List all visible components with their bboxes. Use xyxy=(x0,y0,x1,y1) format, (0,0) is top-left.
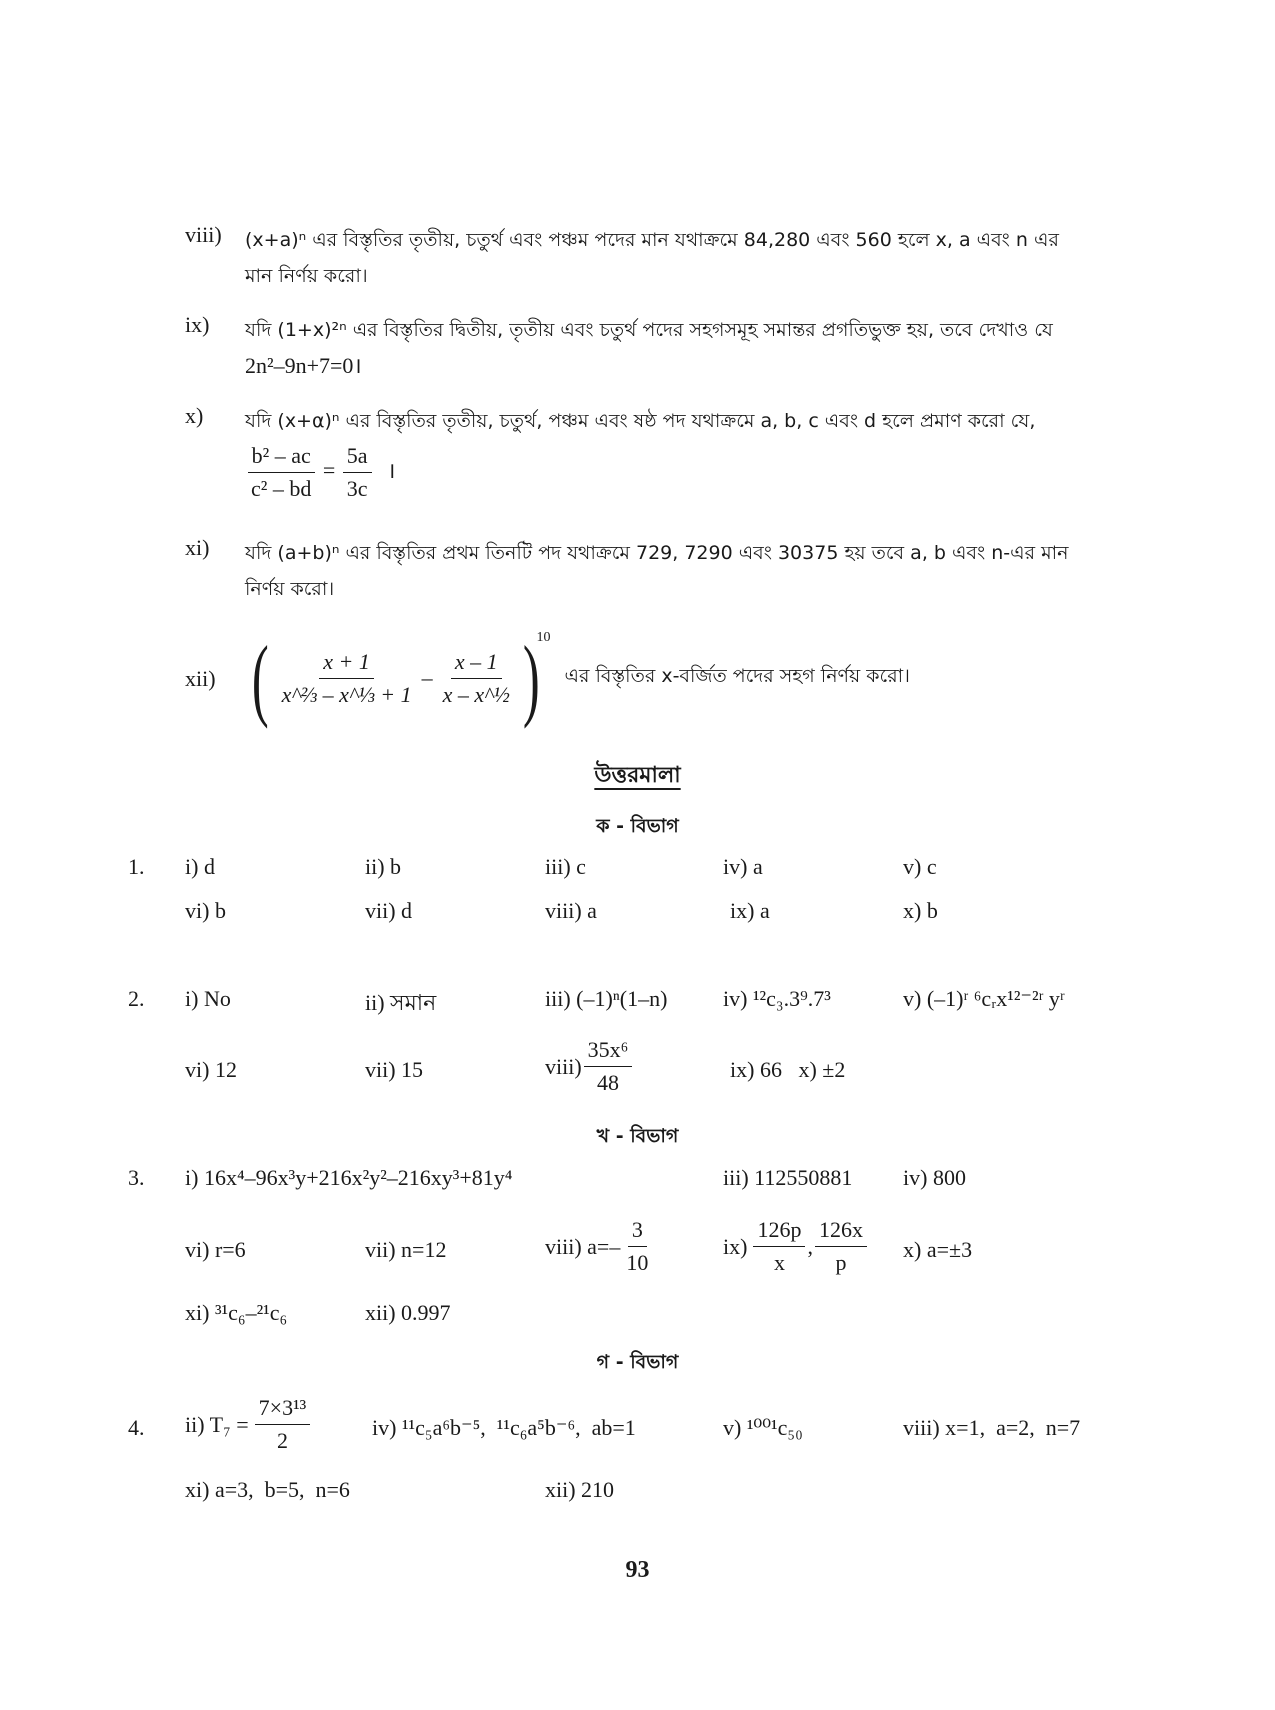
answer-item: v) ¹⁰⁰¹c₅₀ xyxy=(723,1415,803,1440)
answer-item: vii) d xyxy=(365,898,413,923)
answer-item xyxy=(185,1394,312,1455)
answer-item: xi) a=3, b=5, n=6 xyxy=(185,1477,350,1502)
denominator: 48 xyxy=(597,1070,619,1095)
question-number: x) xyxy=(185,403,204,428)
question-line: যদি (a+b)ⁿ এর বিস্তৃতির প্রথম তিনটি পদ যথাক্রমে 729, 7290 এবং 30375 হয় তবে a, b এবং n-এর মান xyxy=(245,542,1069,564)
answer-item: vi) r=6 xyxy=(185,1237,246,1262)
answer-item xyxy=(723,1216,869,1277)
page-number: 93 xyxy=(625,1557,650,1583)
answer-number: 4. xyxy=(128,1415,145,1440)
answer-label: viii) xyxy=(545,1053,582,1079)
answer-item: xii) 210 xyxy=(545,1477,615,1502)
answer-item xyxy=(545,1036,634,1097)
answer-item: iii) c xyxy=(545,854,586,879)
question-line: এর বিস্তৃতির x-বর্জিত পদের সহগ নির্ণয় করো। xyxy=(564,665,910,687)
numerator: b² – ac xyxy=(248,442,315,473)
answer-item: i) d xyxy=(185,854,215,879)
answer-item: ix) 66 x) ±2 xyxy=(730,1057,846,1082)
question-ix xyxy=(245,312,1125,384)
section-heading: ক - বিভাগ xyxy=(596,815,679,837)
answer-item: ix) a xyxy=(730,898,770,923)
question-line: যদি (1+x)²ⁿ এর বিস্তৃতির দ্বিতীয়, তৃতীয় এবং চতুর্থ পদের সহগসমূহ সমান্তর প্রগতিভুক্ত হয়, তবে দেখাও যে xyxy=(245,319,1053,341)
denominator: x^⅔ – x^⅓ + 1 xyxy=(281,681,412,707)
question-line: যদি (x+α)ⁿ এর বিস্তৃতির তৃতীয়, চতুর্থ, পঞ্চম এবং ষষ্ঠ পদ যথাক্রমে a, b, c এবং d হলে প্রমাণ করো যে, xyxy=(245,410,1036,432)
question-viii xyxy=(245,222,1125,294)
denominator: p xyxy=(835,1250,847,1275)
end-mark: । xyxy=(387,457,396,483)
section-heading: খ - বিভাগ xyxy=(596,1125,679,1147)
answer-item: viii) x=1, a=2, n=7 xyxy=(903,1415,1081,1440)
answer-number: 3. xyxy=(128,1165,145,1190)
equation xyxy=(245,442,395,503)
denominator: 10 xyxy=(626,1250,649,1275)
answer-item xyxy=(545,1216,654,1277)
separator: , xyxy=(807,1233,813,1259)
exponent: 10 xyxy=(536,630,551,645)
equals-sign: = xyxy=(322,457,336,483)
right-paren: ) xyxy=(522,627,540,729)
question-x xyxy=(245,403,1125,439)
answer-label: ii) T₇ = xyxy=(185,1411,249,1437)
answer-item: vi) 12 xyxy=(185,1057,237,1082)
answer-item: vi) b xyxy=(185,898,226,923)
numerator: 126p xyxy=(753,1216,805,1247)
answer-item: xi) ³¹c₆–²¹c₆ xyxy=(185,1300,288,1325)
fraction xyxy=(278,648,416,709)
question-line: (x+a)ⁿ এর বিস্তৃতির তৃতীয়, চতুর্থ এবং পঞ্চম পদের মান যথাক্রমে 84,280 এবং 560 হলে x, a এবং n এর xyxy=(245,229,1059,251)
fraction xyxy=(753,1216,805,1277)
answer-item: iii) 112550881 xyxy=(723,1165,853,1190)
answer-item: ii) সমান xyxy=(365,990,437,1015)
answer-item: i) 16x⁴–96x³y+216x²y²–216xy³+81y⁴ xyxy=(185,1165,513,1190)
numerator: 3 xyxy=(628,1216,647,1247)
fraction xyxy=(247,442,315,503)
answer-item: iv) ¹¹c₅a⁶b⁻⁵, ¹¹c₆a⁵b⁻⁶, ab=1 xyxy=(372,1415,636,1440)
answer-title: উত্তরমালা xyxy=(594,763,681,788)
answer-item: v) c xyxy=(903,854,937,879)
denominator: x xyxy=(773,1250,785,1275)
numerator: 35x⁶ xyxy=(584,1036,633,1067)
left-paren: ( xyxy=(251,627,269,729)
answer-item: xii) 0.997 xyxy=(365,1300,451,1325)
answer-number: 1. xyxy=(128,854,145,879)
answer-label: ix) xyxy=(723,1233,748,1259)
section-heading: গ - বিভাগ xyxy=(596,1351,679,1373)
fraction xyxy=(255,1394,311,1455)
fraction xyxy=(439,648,514,709)
numerator: 126x xyxy=(815,1216,867,1247)
fraction xyxy=(622,1216,652,1277)
fraction xyxy=(584,1036,633,1097)
minus-sign: – xyxy=(421,665,433,690)
numerator: x – 1 xyxy=(451,648,502,679)
fraction xyxy=(815,1216,867,1277)
numerator: 7×3¹³ xyxy=(255,1394,311,1425)
denominator: c² – bd xyxy=(251,476,312,501)
answer-item: iii) (–1)ⁿ(1–n) xyxy=(545,986,668,1011)
question-number: xi) xyxy=(185,535,210,560)
answer-item: viii) a xyxy=(545,898,597,923)
question-line: নির্ণয় করো। xyxy=(245,578,335,600)
answer-label: viii) a=– xyxy=(545,1233,621,1259)
question-xi xyxy=(245,535,1125,607)
question-number: xii) xyxy=(185,666,216,691)
answer-item: v) (–1)ʳ ⁶cᵣx¹²⁻²ʳ yʳ xyxy=(903,986,1065,1011)
answer-item: ii) b xyxy=(365,854,402,879)
denominator: x – x^½ xyxy=(442,681,510,707)
answer-item: iv) a xyxy=(723,854,763,879)
answer-item: x) b xyxy=(903,898,938,923)
fraction xyxy=(343,442,372,503)
denominator: 2 xyxy=(276,1428,288,1453)
answer-number: 2. xyxy=(128,986,145,1011)
answer-item: i) No xyxy=(185,986,231,1011)
answer-item: iv) 800 xyxy=(903,1165,966,1190)
answer-item: vii) n=12 xyxy=(365,1237,447,1262)
answer-item: x) a=±3 xyxy=(903,1237,973,1262)
answer-item: iv) ¹²c₃.3⁹.7³ xyxy=(723,986,831,1011)
question-number: ix) xyxy=(185,312,210,337)
question-number: viii) xyxy=(185,222,222,247)
denominator: 3c xyxy=(346,476,368,501)
question-line: মান নির্ণয় করো। xyxy=(245,265,368,287)
answer-item: vii) 15 xyxy=(365,1057,424,1082)
numerator: x + 1 xyxy=(319,648,374,679)
numerator: 5a xyxy=(343,442,372,473)
question-xii xyxy=(245,628,910,728)
question-line: 2n²–9n+7=0। xyxy=(245,353,362,378)
